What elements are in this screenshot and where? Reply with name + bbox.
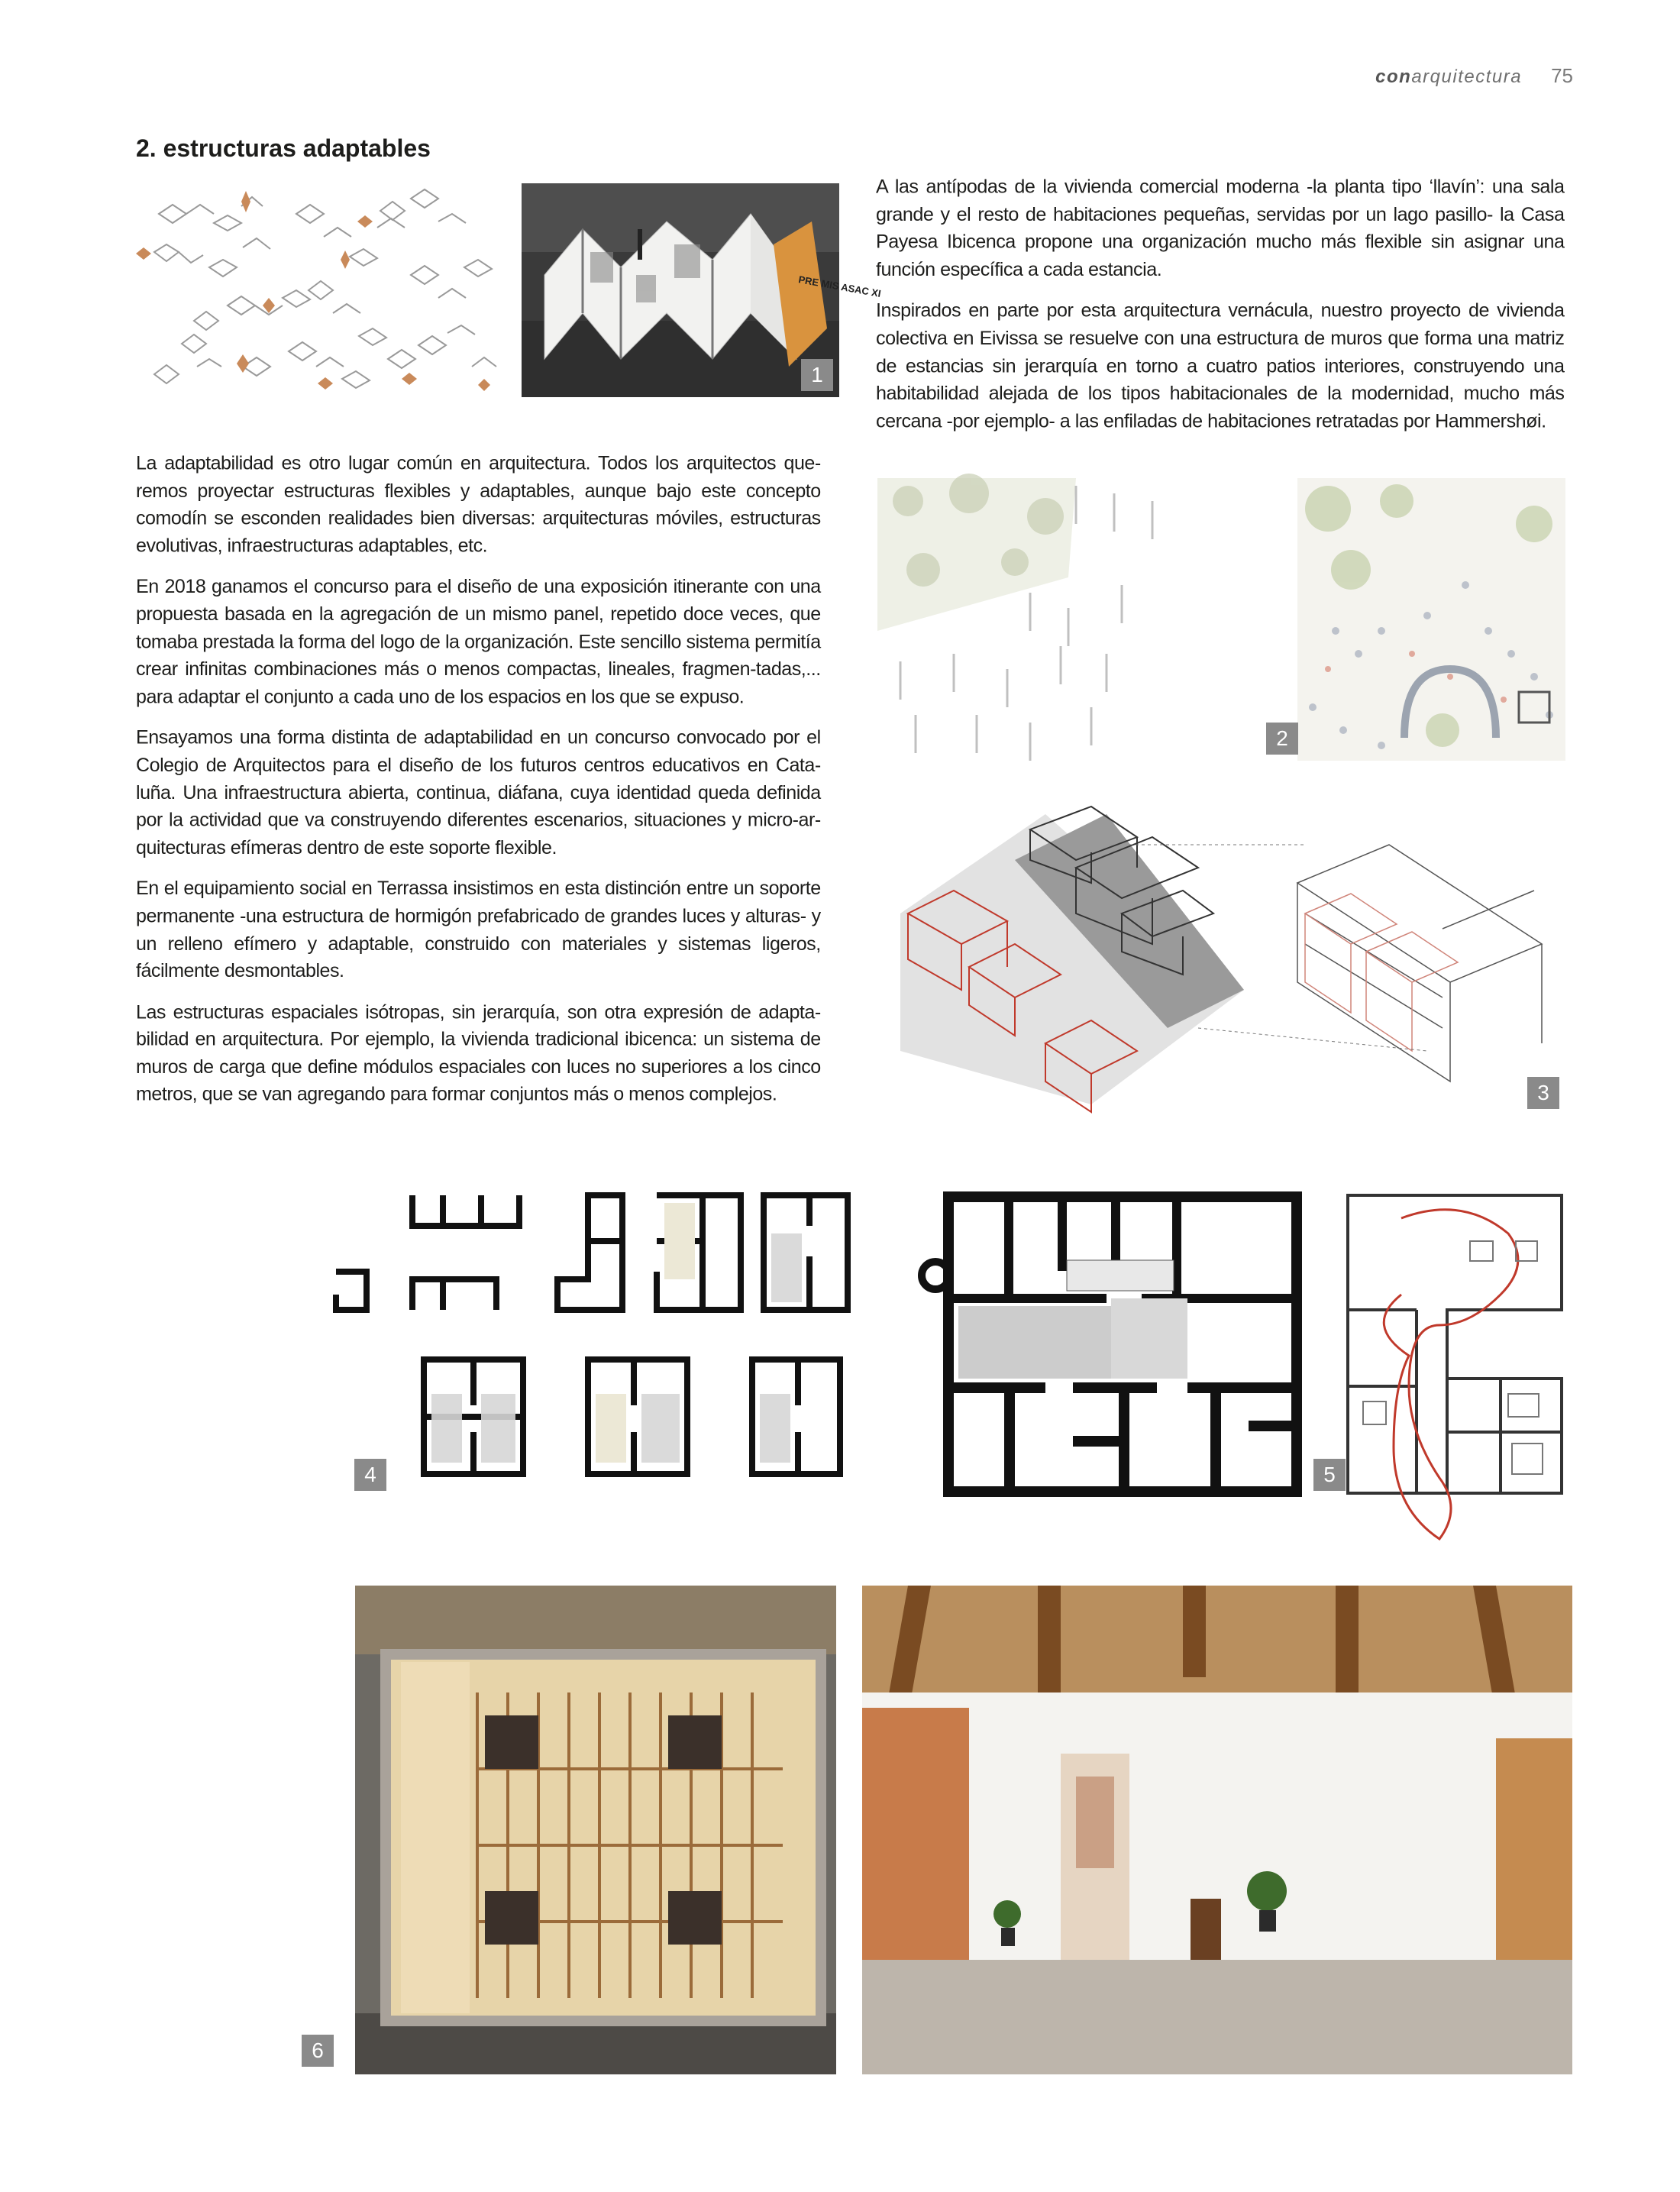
page-header [1375,64,1573,95]
left-paragraph-1: La adaptabilidad es otro lugar común en arquitectura. Todos los arquitectos que-remos proyectar estructuras flexibles y adaptables, aunque bajo este concepto comodín se esconden realidades bien diversas: arquitecturas móviles, estructuras evolutivas, infraestructuras adaptables, etc. [136,452,821,557]
figure-6-interior-photo [862,1586,1572,2074]
figure-1-exhibition-photo [522,183,882,397]
photo-sign-text: PRE MIS ASAC XI [797,273,882,299]
figure-badge-3: 3 [1527,1077,1559,1109]
figure-badge-2: 2 [1266,723,1298,755]
figure-5-traditional-house-plan [920,1191,1314,1497]
figure-badge-5: 5 [1313,1459,1346,1491]
figure-4-aggregation-diagrams [321,1188,844,1497]
figure-2-plan-drawings [877,478,1565,761]
figure-badge-6: 6 [302,2035,334,2067]
left-paragraph-2: En 2018 ganamos el concurso para el diseño de una exposición itinerante con una propuesta basada en la agregación de un mismo panel, repetido doce veces, que tomaba prestada la forma del logo de la organización. Este sencillo sistema permitía crear infinitas combinaciones más o menos compactas, lineales, fragmen-tadas,... para adaptar el conjunto a cada uno de los espacios en los que se expuso. [136,576,821,708]
magazine-brand: conarquitectura [1375,66,1523,87]
left-paragraph-5: Las estructuras espaciales isótropas, sin jerarquía, son otra expresión de adapta-bilidad en arquitectura. Por ejemplo, la vivienda tradicional ibicenca: un sistema de muros de carga que define módulos espaciales con luces no superiores a los cinco metros, que se van agregando para formar conjuntos más o menos complejos. [136,1001,821,1105]
figure-badge-4: 4 [354,1459,386,1491]
figure-6-aerial-photo [312,1586,836,2074]
left-text-column [136,450,821,1122]
right-paragraph-1: A las antípodas de la vivienda comercial moderna -la planta tipo ‘llavín’: una sala grande y el resto de habitaciones pequeñas, servidas por un lago pasillo- la Casa Payesa Ibicenca propone una organización mucho más flexible sin asignar una función específica a cada estancia. [876,176,1565,280]
section-title: 2. estructuras adaptables [136,134,431,162]
left-paragraph-3: Ensayamos una forma distinta de adaptabilidad en un concurso convocado por el Colegio de Arquitectos para el diseño de los futuros centros educativos en Cata-luña. Una infraestructura abierta, continua, diáfana, cuya identidad queda definida por la actividad que va construyendo diferentes escenarios, situaciones y micro-ar-quitecturas efímeras dentro de este soporte flexible. [136,727,821,858]
right-text-column [876,173,1564,448]
right-paragraph-2: Inspirados en parte por esta arquitectura vernácula, nuestro proyecto de vivienda colectiva en Eivissa se resuelve con una estructura de muros que forma una matriz de estancias sin jerarquía en torno a cuatro patios interiores, construyendo una habitabilidad alejada de los tipos habitacionales de la modernidad, mucho más cercana -por ejemplo- a las enfiladas de habitaciones retratadas por Hammershøi. [876,300,1565,432]
figure-1-aggregation-diagram [136,183,501,396]
figure-badge-1: 1 [801,359,833,391]
left-paragraph-4: En el equipamiento social en Terrassa insistimos en esta distinción entre un soporte permanente -una estructura de hormigón prefabricado de grandes luces y alturas- y un relleno efímero y adaptable, construido con materiales y sistemas ligeros, fácilmente desmontables. [136,878,821,982]
figure-5-new-house-plan [1323,1188,1569,1497]
figure-3-axonometric-drawing [877,799,1565,1115]
page-number: 75 [1551,64,1573,87]
